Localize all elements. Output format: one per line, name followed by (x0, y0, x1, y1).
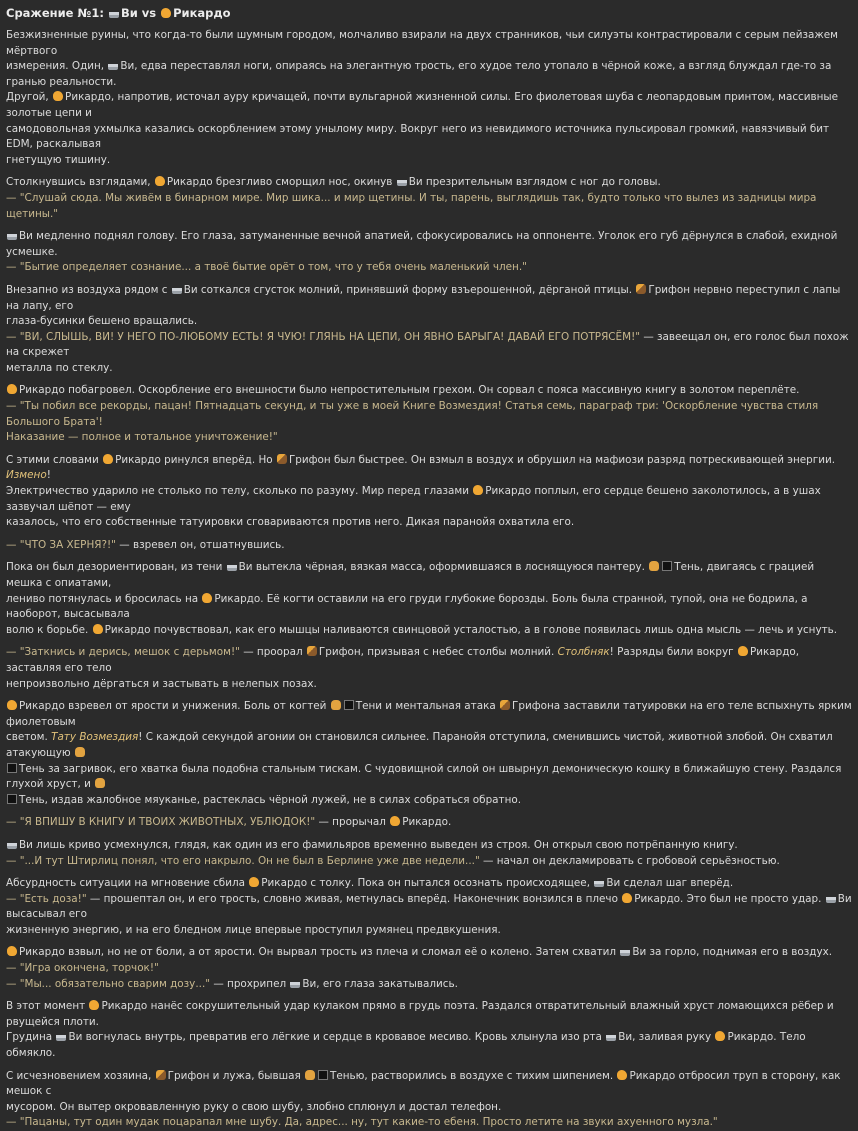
fist-icon (715, 1031, 725, 1041)
dialogue-line: — "Ты побил все рекорды, пацан! Пятнадцать секунд, и ты уже в моей Книге Возмездия! Статья семь, параграф три: 'Оскорбление чувства стиля Большого Брата'! (6, 400, 822, 428)
griffin-icon (156, 1070, 166, 1080)
dialogue-line: — "Игра окончена, торчок!" (6, 962, 159, 975)
fist-icon (617, 1070, 627, 1080)
story-text: Безжизненные руины, что когда-то были шумным городом, молчаливо взирали на двух странников, чьи силуэты контрастировали с серым пейзажем мёртвого (6, 29, 842, 57)
dialogue-line: — "Пацаны, тут один мудак поцарапал мне шубу. Да, адрес... ну, тут какие-то ебеня. Просто летите на звуки ахуенного музла." (6, 1116, 718, 1129)
story-text: Рикардо, напротив, источал ауру кричащей, почти вульгарной жизненной силы. Его фиолетовая шуба с леопардовым принтом, массивные золотые цепи и (6, 91, 842, 119)
dialogue-line: — "Слушай сюда. Мы живём в бинарном мире. Мир шика... и мир щетины. И ты, парень, выглядишь так, будто только что вылез из задницы мира щетины." (6, 191, 820, 220)
story-text: глаза-бусинки бешено вращались. (6, 315, 198, 328)
top-hat-icon (620, 946, 630, 956)
black-square-icon (662, 561, 672, 571)
top-hat-icon (826, 893, 836, 903)
black-square-icon (7, 763, 17, 773)
story-text: Рикардо побагровел. Оскорбление его внешности было непростительным грехом. Он сорвал с пояса массивную книгу в золотом переплёте. (19, 384, 800, 397)
story-text: — проорал (239, 646, 306, 659)
story-text: — прохрипел (210, 977, 290, 990)
black-square-icon (318, 1070, 328, 1080)
story-text: гнетущую тишину. (6, 153, 111, 166)
black-square-icon (7, 794, 17, 804)
story-text: Измено (6, 469, 47, 482)
griffin-icon (636, 284, 646, 294)
fist-icon (7, 946, 17, 956)
story-text: Ви медленно поднял голову. Его глаза, затуманенные вечной апатией, сфокусировались на оппоненте. Уголок его губ дёрнулся в слабой, ехидной усмешке. (6, 230, 841, 258)
fist-icon (738, 646, 748, 656)
story-text: Грифона заставили татуировки на его теле вспыхнуть ярким фиолетовым (6, 700, 855, 728)
story-text: Рикардо (173, 6, 231, 20)
paragraph-15 (6, 999, 852, 1061)
story-text: Грудина (6, 1031, 56, 1044)
paragraph-3 (6, 229, 852, 276)
story-text: — взревел он, отшатнувшись. (115, 538, 285, 551)
top-hat-icon (172, 284, 182, 294)
story-text: ! Разряды били вокруг (609, 646, 737, 659)
story-text: — завеещал он, его голос был похож на скрежет (6, 330, 852, 359)
story-text: Рикардо поплыл, его сердце бешено заколотилось, а в ушах зазвучал шёпот — ему (6, 485, 825, 513)
paragraph-10 (6, 699, 855, 808)
paragraph-13 (6, 876, 855, 938)
cat-icon (305, 1070, 315, 1080)
story-text: Ви, его глаза закатывались. (302, 977, 458, 990)
story-text: — "Мы... обязательно сварим дозу..." (6, 977, 211, 990)
story-text: Электричество ударило не столько по телу, сколько по разуму. Мир перед глазами (6, 485, 473, 498)
story-text: Ви вогнулась внутрь, превратив его лёгкие и сердце в кровавое месиво. Кровь хлынула изо рта (68, 1031, 606, 1044)
story-text: — "ЧТО ЗА ХЕРНЯ?!" (6, 538, 116, 551)
story-text: Грифон, призывая с небес столбы молний. (318, 646, 558, 659)
paragraph-6 (6, 453, 852, 531)
story-text: жизненную энергию, и на его бледном лице впервые проступил румянец предвкушения. (6, 923, 501, 936)
story-text: Ви соткался сгусток молний, принявший форму взъерошенной, дёрганой птицы. (183, 283, 636, 296)
story-text: Грифон и лужа, бывшая (167, 1069, 305, 1082)
story-text: ! С каждой секундой агонии он становился сильнее. Паранойя отступила, сменившись чистой, животной злобой. Он схватил атакующую (6, 731, 836, 759)
story-title (6, 6, 852, 21)
paragraph-2 (6, 175, 852, 222)
paragraph-5 (6, 383, 852, 445)
paragraph-4 (6, 283, 852, 377)
story-text: Тени и ментальная атака (355, 700, 500, 713)
story-text: Рикардо с толку. Пока он пытался осознать происходящее, (261, 877, 594, 890)
top-hat-icon (290, 978, 300, 988)
story-text: Ви, едва переставлял ноги, опираясь на элегантную трость, его худое тело утопало в чёрной коже, а взгляд блуждал где-то за гранью реальности. (6, 60, 835, 88)
story-text: Рикардо ринулся вперёд. Но (115, 453, 276, 466)
story-text: самодовольная ухмылка казались оскорблением этому унылому миру. Вокруг него из невидимого источника пульсировал громкий, навязчивый бит EDM, раскалывая (6, 122, 833, 151)
story-text: Ви лишь криво усмехнулся, глядя, как один из его фамильяров временно выведен из строя. Он открыл свою потрёпанную книгу. (19, 838, 738, 851)
paragraph-16 (6, 1069, 852, 1131)
story-text: Тень, двигаясь с грацией мешка с опиатами, (6, 561, 818, 589)
story-text: Рикардо. (402, 816, 452, 829)
story-text: непроизвольно дёргаться и застывать в нелепых позах. (6, 677, 317, 690)
top-hat-icon (7, 230, 17, 240)
cat-icon (75, 747, 85, 757)
story-text: мусором. Он вытер окровавленную руку о свою шубу, злобно сплюнул и достал телефон. (6, 1100, 502, 1113)
story-text: — "ВИ, СЛЫШЬ, ВИ! У НЕГО ПО-ЛЮБОМУ ЕСТЬ! Я ЧУЮ! ГЛЯНЬ НА ЦЕПИ, ОН ЯВНО БАРЫГА! ДАВАЙ ЕГО ПОТРЯСЁМ!" (6, 330, 641, 343)
story-text: Другой, (6, 91, 53, 104)
fist-icon (7, 700, 17, 710)
story-text: Рикардо. Её когти оставили на его груди глубокие борозды. Боль была странной, тупой, она не бодрила, а наоборот, высасывала (6, 592, 811, 621)
fist-icon (161, 8, 171, 18)
story-text: Рикардо, заставляя его тело (6, 646, 803, 674)
story-text: светом. (6, 731, 52, 744)
story-text: — "...И тут Штирлиц понял, что его накрыло. Он не был в Берлине уже две недели..." (6, 854, 480, 867)
story-text: ! (46, 469, 51, 482)
story-text: Рикардо почувствовал, как его мышцы наливаются свинцовой усталостью, а в голове появилась лишь одна мысль — лечь и уснуть. (104, 623, 838, 636)
story-text: Грифон был быстрее. Он взмыл в воздух и обрушил на мафиози разряд потрескивающей энергии. (288, 453, 839, 466)
story-text: Рикардо брезгливо сморщил нос, окинув (166, 176, 396, 189)
story-text: Рикардо взвыл, но не от боли, а от ярости. Он вырвал трость из плеча и сломал её о колено. Затем схватил (19, 946, 620, 959)
fist-icon (249, 877, 259, 887)
story-text: волю к борьбе. (6, 623, 92, 636)
story-text: Сражение №1: (6, 6, 108, 20)
story-text: Ви за горло, поднимая его в воздух. (632, 946, 833, 959)
fist-icon (390, 816, 400, 826)
story-text: Столбняк (557, 646, 610, 659)
paragraph-8 (6, 560, 852, 638)
top-hat-icon (109, 8, 119, 18)
story-text: — начал он декламировать с гробовой серьёзностью. (479, 854, 780, 867)
paragraph-12 (6, 838, 852, 869)
fist-icon (93, 624, 103, 634)
paragraph-9 (6, 645, 852, 692)
top-hat-icon (227, 561, 237, 571)
story-text: — "Есть доза!" (6, 892, 87, 905)
story-text: металла по стеклу. (6, 361, 113, 374)
black-square-icon (344, 700, 354, 710)
fist-icon (622, 893, 632, 903)
griffin-icon (307, 646, 317, 656)
cat-icon (649, 561, 659, 571)
cat-icon (95, 778, 105, 788)
fist-icon (7, 384, 17, 394)
fist-icon (53, 91, 63, 101)
story-text: Тенью, растворились в воздухе с тихим шипением. (330, 1069, 617, 1082)
story-text: Грифон нервно переступил с лапы на лапу, его (6, 283, 844, 312)
story-text: Ви vs (120, 6, 161, 20)
fist-icon (155, 176, 165, 186)
story-text: Ви презрительным взглядом с ног до головы. (408, 176, 661, 189)
story-text: — прошептал он, и его трость, словно живая, метнулась вперёд. Наконечник вонзился в плечо (86, 892, 622, 905)
dialogue-line: Наказание — полное и тотальное уничтожение!" (6, 431, 278, 444)
dialogue-line: — "Бытие определяет сознание... а твоё бытие орёт о том, что у тебя очень маленький член." (6, 261, 527, 274)
top-hat-icon (108, 60, 118, 70)
top-hat-icon (7, 839, 17, 849)
fist-icon (473, 485, 483, 495)
story-text: Ви сделал шаг вперёд. (606, 877, 734, 890)
top-hat-icon (397, 176, 407, 186)
fist-icon (103, 454, 113, 464)
story-text: Ви, заливая руку (618, 1031, 715, 1044)
story-text: Тень за загривок, его хватка была подобна стальным тискам. С чудовищной силой он швырнул демоническую кошку в ближайшую стену. Раздался глухой хруст, и (6, 762, 845, 791)
story-text: Рикардо отбросил труп в сторону, как мешок с (6, 1069, 844, 1098)
story-text: — "Заткнись и дерись, мешок с дерьмом!" (6, 646, 240, 659)
top-hat-icon (606, 1031, 616, 1041)
story-text: Столкнувшись взглядами, (6, 176, 154, 189)
story-text: — "Я ВПИШУ В КНИГУ И ТВОИХ ЖИВОТНЫХ, УБЛЮДОК!" (6, 816, 316, 829)
story-text: Ви вытекла чёрная, вязкая масса, оформившаяся в лоснящуюся пантеру. (238, 561, 649, 574)
griffin-icon (500, 700, 510, 710)
paragraph-intro (6, 28, 852, 168)
story-text: С исчезновением хозяина, (6, 1069, 155, 1082)
fist-icon (89, 1000, 99, 1010)
story-text: Рикардо. Это был не просто удар. (634, 892, 825, 905)
story-text: — прорычал (315, 816, 390, 829)
story-text: С этими словами (6, 453, 103, 466)
paragraph-11 (6, 815, 852, 831)
story-text: Пока он был дезориентирован, из тени (6, 561, 226, 574)
fist-icon (202, 593, 212, 603)
story-text: Внезапно из воздуха рядом с (6, 283, 171, 296)
story-text: В этот момент (6, 1000, 89, 1013)
cat-icon (331, 700, 341, 710)
story-text: Тень, издав жалобное мяуканье, растеклась чёрной лужей, не в силах собраться обратно. (19, 793, 522, 806)
paragraph-14 (6, 945, 852, 992)
top-hat-icon (594, 877, 604, 887)
story-text: Абсурдность ситуации на мгновение сбила (6, 877, 249, 890)
griffin-icon (277, 454, 287, 464)
story-text: измерения. Один, (6, 60, 108, 73)
top-hat-icon (56, 1031, 66, 1041)
story-text: Рикардо взревел от ярости и унижения. Боль от когтей (19, 700, 330, 713)
story-text: казалось, что его собственные татуировки сговариваются против него. Дикая паранойя охватила его. (6, 516, 575, 529)
story-text: Рикардо. Тело обмякло. (6, 1031, 809, 1060)
story-text: Рикардо нанёс сокрушительный удар кулаком прямо в грудь поэта. Раздался отвратительный влажный хруст ломающихся рёбер и рвущейся плоти. (6, 1000, 837, 1028)
paragraph-7 (6, 538, 852, 554)
story-text: Тату Возмездия (51, 731, 139, 744)
story-text: Ви высасывал его (6, 892, 855, 921)
story-text: лениво потянулась и бросилась на (6, 592, 202, 605)
